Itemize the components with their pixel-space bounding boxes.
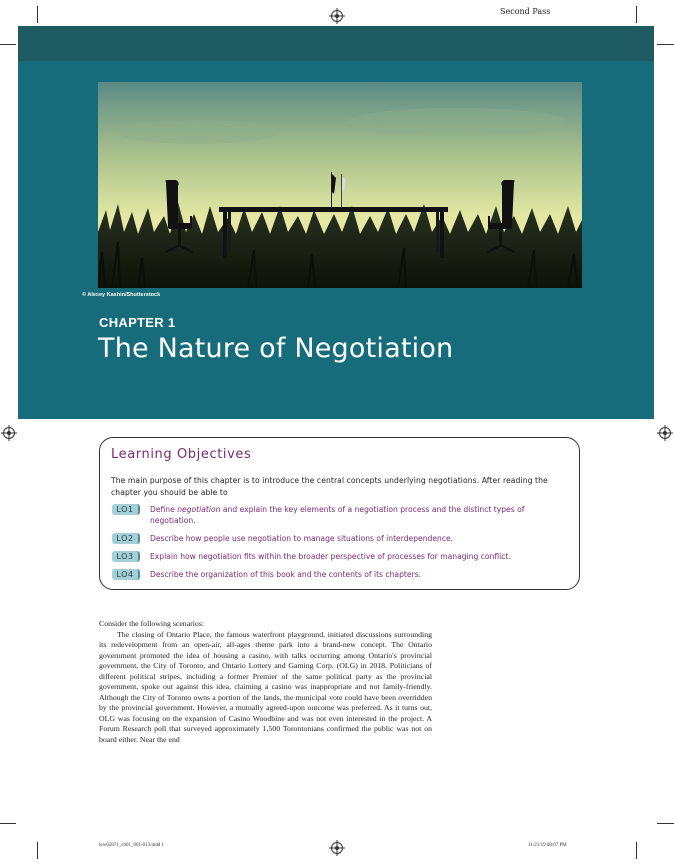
lo-text-part: and explain the key elements of a negotiation process and the distinct types of negotiation. xyxy=(150,505,525,525)
chapter-opener-photo xyxy=(98,82,582,288)
crop-mark xyxy=(657,823,674,824)
registration-mark-icon xyxy=(331,10,343,22)
body-paragraph: The closing of Ontario Place, the famous waterfront playground, initiated discussions surrounding its redevelopment from an open-air, all-ages theme park into a brand-new concept. The Ontario government promoted the idea of housing a casino, with talks occurring among Ontario's provincial government, the City of Toronto, and Ontario Lottery and Gaming Corp. (OLG) in 2018. Politicians of different political stripes, including a former Premier of the same political party as the provincial government, spoke out against this idea, claiming a casino was inappropriate and not family-friendly. Although the City of Toronto owns a portion of the lands, the municipal vote could have been overridden by the provincial government. However, a mutually agreed-upon outcome was preferred. As it turns out, OLG was focusing on the expansion of Casino Woodbine and was not even interested in the project. A Forum Research poll that surveyed approximately 1,500 Torontonians confirmed the public was not on board either. Near the end xyxy=(99,629,432,745)
lo-text: Describe the organization of this book and the contents of its chapters. xyxy=(150,570,422,579)
learning-objectives-heading: Learning Objectives xyxy=(111,447,252,462)
registration-mark-icon xyxy=(331,842,343,854)
lo-badge: LO2 xyxy=(112,533,140,544)
crop-mark xyxy=(0,823,16,824)
lo-text-part: Define xyxy=(150,505,178,514)
crop-mark xyxy=(37,6,38,23)
photo-credit: © Alexey Kashin/Shutterstock xyxy=(82,292,161,298)
chapter-title: The Nature of Negotiation xyxy=(98,333,454,364)
lo-text: Describe how people use negotiation to manage situations of interdependence. xyxy=(150,534,454,543)
header-top-strip xyxy=(18,26,654,61)
slug-file-name: lew65871_ch01_001-013.indd 1 xyxy=(99,843,164,848)
crop-mark xyxy=(37,842,38,859)
slug-date: 11/21/19 08:07 PM xyxy=(528,843,567,848)
crop-mark xyxy=(636,6,637,23)
lo-badge: LO4 xyxy=(112,569,140,580)
learning-objectives-intro: The main purpose of this chapter is to introduce the central concepts underlying negotiations. After reading the chapter you should be able to xyxy=(111,476,548,497)
body-text xyxy=(99,619,432,746)
body-lead: Consider the following scenarios: xyxy=(99,619,205,628)
chapter-number: CHAPTER 1 xyxy=(99,315,176,330)
lo-text: Explain how negotiation fits within the broader perspective of processes for managing conflict. xyxy=(150,552,511,561)
lo-emphasis: negotiation xyxy=(177,505,221,514)
chapter-header xyxy=(18,26,654,419)
registration-mark-icon xyxy=(659,427,671,439)
learning-objectives-box xyxy=(99,437,580,590)
crop-mark xyxy=(0,44,16,45)
crop-mark xyxy=(636,842,637,859)
lo-badge: LO1 xyxy=(112,504,140,515)
lo-text xyxy=(150,504,570,526)
crop-mark xyxy=(657,44,674,45)
registration-mark-icon xyxy=(3,427,15,439)
lo-badge: LO3 xyxy=(112,551,140,562)
pass-label: Second Pass xyxy=(500,7,551,16)
